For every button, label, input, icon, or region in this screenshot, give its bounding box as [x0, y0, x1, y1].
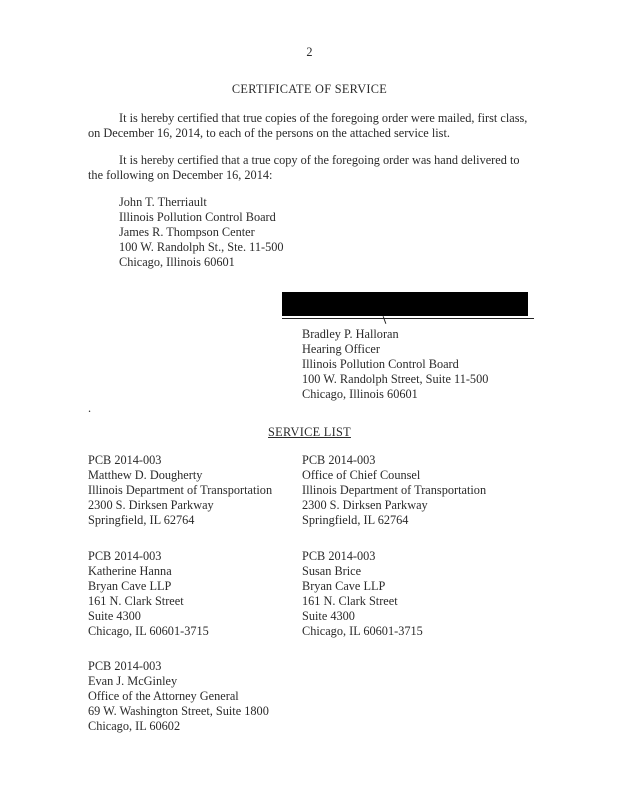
entry-line: 69 W. Washington Street, Suite 1800	[88, 704, 269, 718]
signer-line: Bradley P. Halloran	[302, 327, 399, 341]
address-line: 100 W. Randolph St., Ste. 11-500	[119, 240, 284, 254]
signer-line: Illinois Pollution Control Board	[302, 357, 459, 371]
entry-line: Suite 4300	[302, 609, 355, 623]
entry-line: Illinois Department of Transportation	[302, 483, 487, 497]
service-list-entry	[302, 453, 486, 528]
entry-line: Office of the Attorney General	[88, 689, 239, 703]
entry-line: PCB 2014-003	[88, 549, 162, 563]
entry-line: 2300 S. Dirksen Parkway	[88, 498, 214, 512]
service-list-entry	[88, 549, 209, 639]
redacted-signature	[282, 292, 528, 316]
hand-delivery-address	[119, 195, 284, 270]
entry-line: Illinois Department of Transportation	[88, 483, 273, 497]
entry-line: Chicago, IL 60602	[88, 719, 181, 733]
entry-line: Katherine Hanna	[88, 564, 172, 578]
entry-line: Matthew D. Dougherty	[88, 468, 203, 482]
address-line: Illinois Pollution Control Board	[119, 210, 276, 224]
address-line: John T. Therriault	[119, 195, 207, 209]
entry-line: PCB 2014-003	[302, 549, 376, 563]
mailing-certification-paragraph: It is hereby certified that true copies of the foregoing order were mailed, first class, on December 16, 2014, to each of the persons on the attached service list.	[88, 111, 528, 140]
service-list-entry	[302, 549, 423, 639]
entry-line: Susan Brice	[302, 564, 362, 578]
entry-line: Springfield, IL 62764	[88, 513, 195, 527]
entry-line: PCB 2014-003	[88, 659, 162, 673]
page-number: 2	[306, 45, 313, 59]
entry-line: Bryan Cave LLP	[88, 579, 172, 593]
entry-line: 161 N. Clark Street	[302, 594, 398, 608]
entry-line: Chicago, IL 60601-3715	[88, 624, 209, 638]
stray-mark: .	[88, 401, 92, 415]
entry-line: Evan J. McGinley	[88, 674, 178, 688]
entry-line: Springfield, IL 62764	[302, 513, 409, 527]
page-title: CERTIFICATE OF SERVICE	[231, 82, 388, 96]
address-line: James R. Thompson Center	[119, 225, 255, 239]
entry-line: Office of Chief Counsel	[302, 468, 421, 482]
signer-block	[302, 327, 488, 402]
entry-line: Chicago, IL 60601-3715	[302, 624, 423, 638]
entry-line: PCB 2014-003	[302, 453, 376, 467]
service-list-title: SERVICE LIST	[268, 425, 351, 439]
entry-line: 161 N. Clark Street	[88, 594, 184, 608]
signer-line: Chicago, Illinois 60601	[302, 387, 418, 401]
signer-line: Hearing Officer	[302, 342, 380, 356]
service-list-entry	[88, 453, 272, 528]
address-line: Chicago, Illinois 60601	[119, 255, 235, 269]
hand-delivery-certification-paragraph: It is hereby certified that a true copy of the foregoing order was hand delivered to the following on December 16, 2014:	[88, 153, 520, 182]
signer-line: 100 W. Randolph Street, Suite 11-500	[302, 372, 489, 386]
service-list-entry	[88, 659, 269, 734]
signature-line	[282, 318, 534, 319]
entry-line: PCB 2014-003	[88, 453, 162, 467]
entry-line: Bryan Cave LLP	[302, 579, 386, 593]
entry-line: Suite 4300	[88, 609, 141, 623]
entry-line: 2300 S. Dirksen Parkway	[302, 498, 428, 512]
